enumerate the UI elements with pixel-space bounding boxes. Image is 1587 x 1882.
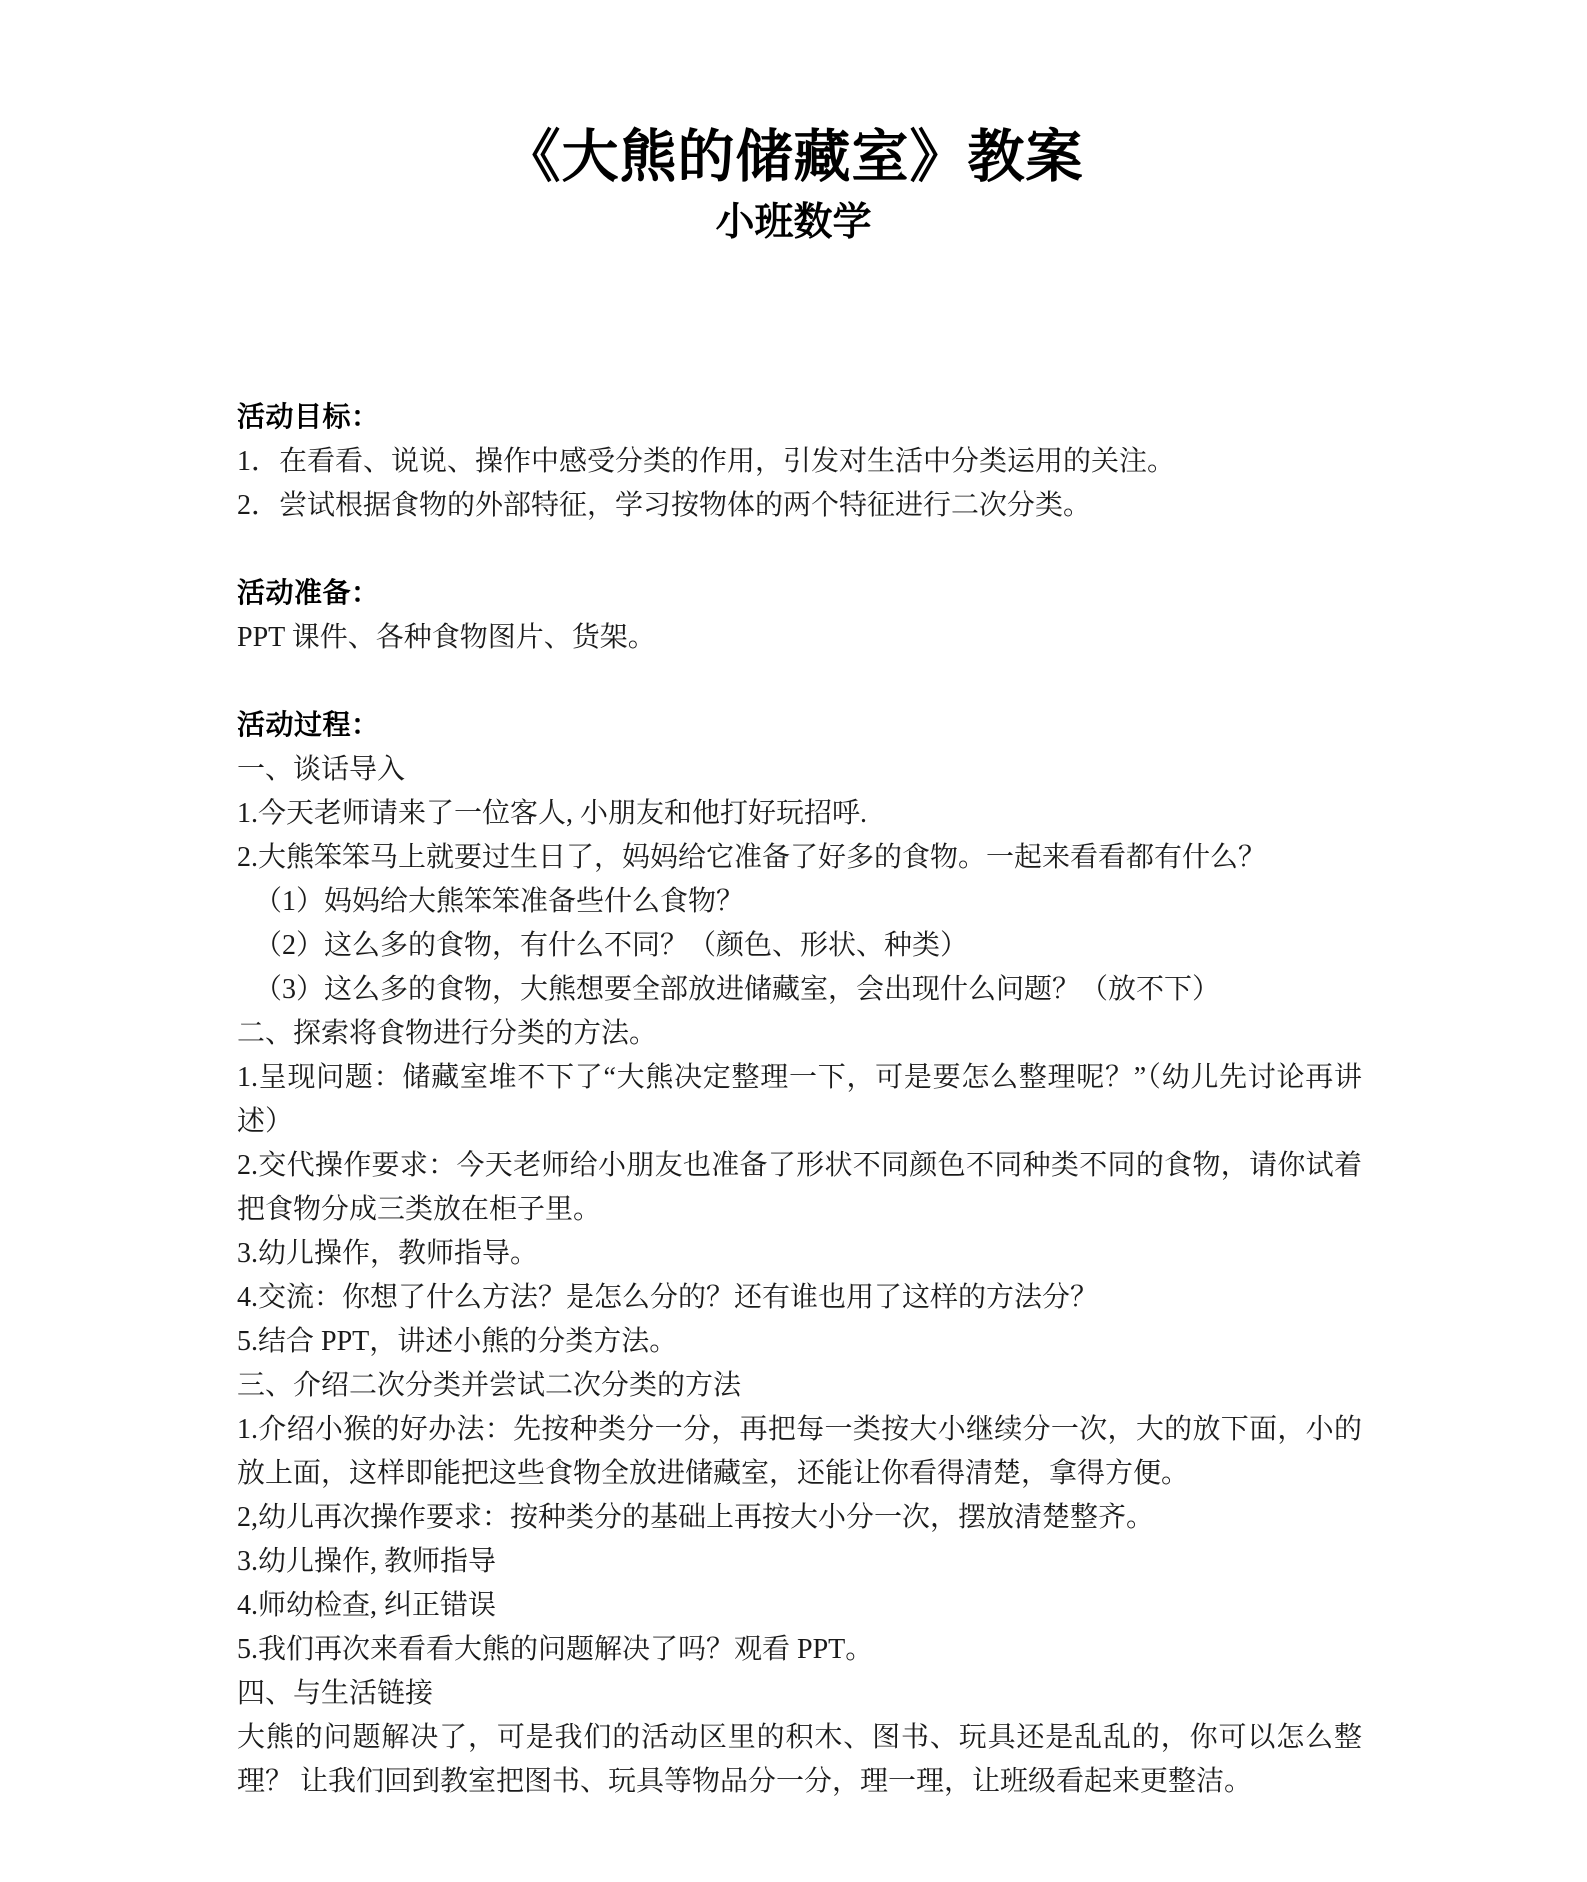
process-line-2: 1.今天老师请来了一位客人, 小朋友和他打好玩招呼. xyxy=(237,798,868,829)
process-line-18: 5.我们再次来看看大熊的问题解决了吗？观看 PPT。 xyxy=(237,1634,874,1665)
section-spacer xyxy=(237,528,1362,572)
process-line-8: 1.呈现问题：储藏室堆不下了“大熊决定整理一下，可是要怎么整理呢？”（幼儿先讨论再讲述） xyxy=(237,1062,1362,1137)
page-title: 《大熊的储藏室》教案 xyxy=(503,126,1084,189)
objective-line-1: 1．在看看、说说、操作中感受分类的作用，引发对生活中分类运用的关注。 xyxy=(237,446,1176,477)
process-line-11: 4.交流：你想了什么方法？是怎么分的？还有谁也用了这样的方法分？ xyxy=(237,1282,1099,1313)
process-line-12: 5.结合 PPT，讲述小熊的分类方法。 xyxy=(237,1326,678,1357)
process-line-19: 四、与生活链接 xyxy=(237,1678,434,1709)
process-line-5: （2）这么多的食物，有什么不同？（颜色、形状、种类） xyxy=(254,930,969,961)
objective-line-2: 2．尝试根据食物的外部特征，学习按物体的两个特征进行二次分类。 xyxy=(237,490,1092,521)
preparation-line-1: PPT 课件、各种食物图片、货架。 xyxy=(237,622,656,653)
section-heading-preparation: 活动准备： xyxy=(237,578,380,609)
process-line-20: 大熊的问题解决了，可是我们的活动区里的积木、图书、玩具还是乱乱的，你可以怎么整理？ 让我们回到教室把图书、玩具等物品分一分，理一理，让班级看起来更整洁。 xyxy=(237,1722,1362,1797)
section-heading-objectives: 活动目标： xyxy=(237,402,380,433)
process-line-15: 2,幼儿再次操作要求：按种类分的基础上再按大小分一次，摆放清楚整齐。 xyxy=(237,1502,1155,1533)
process-line-13: 三、介绍二次分类并尝试二次分类的方法 xyxy=(237,1370,742,1401)
process-line-1: 一、谈话导入 xyxy=(237,754,406,785)
section-spacer xyxy=(237,660,1362,704)
process-line-17: 4.师幼检查, 纠正错误 xyxy=(237,1590,497,1621)
document-body xyxy=(237,396,1362,1804)
process-line-14: 1.介绍小猴的好办法：先按种类分一分，再把每一类按大小继续分一次，大的放下面，小的放上面，这样即能把这些食物全放进储藏室，还能让你看得清楚，拿得方便。 xyxy=(237,1414,1362,1489)
process-line-10: 3.幼儿操作，教师指导。 xyxy=(237,1238,539,1269)
page-subtitle: 小班数学 xyxy=(715,200,872,244)
section-heading-process: 活动过程： xyxy=(237,710,380,741)
process-line-6: （3）这么多的食物，大熊想要全部放进储藏室，会出现什么问题？（放不下） xyxy=(254,974,1221,1005)
process-line-9: 2.交代操作要求：今天老师给小朋友也准备了形状不同颜色不同种类不同的食物，请你试着把食物分成三类放在柜子里。 xyxy=(237,1150,1362,1225)
process-line-3: 2.大熊笨笨马上就要过生日了，妈妈给它准备了好多的食物。一起来看看都有什么？ xyxy=(237,842,1267,873)
process-line-7: 二、探索将食物进行分类的方法。 xyxy=(237,1018,658,1049)
process-line-16: 3.幼儿操作, 教师指导 xyxy=(237,1546,497,1577)
process-line-4: （1）妈妈给大熊笨笨准备些什么食物？ xyxy=(254,886,745,917)
